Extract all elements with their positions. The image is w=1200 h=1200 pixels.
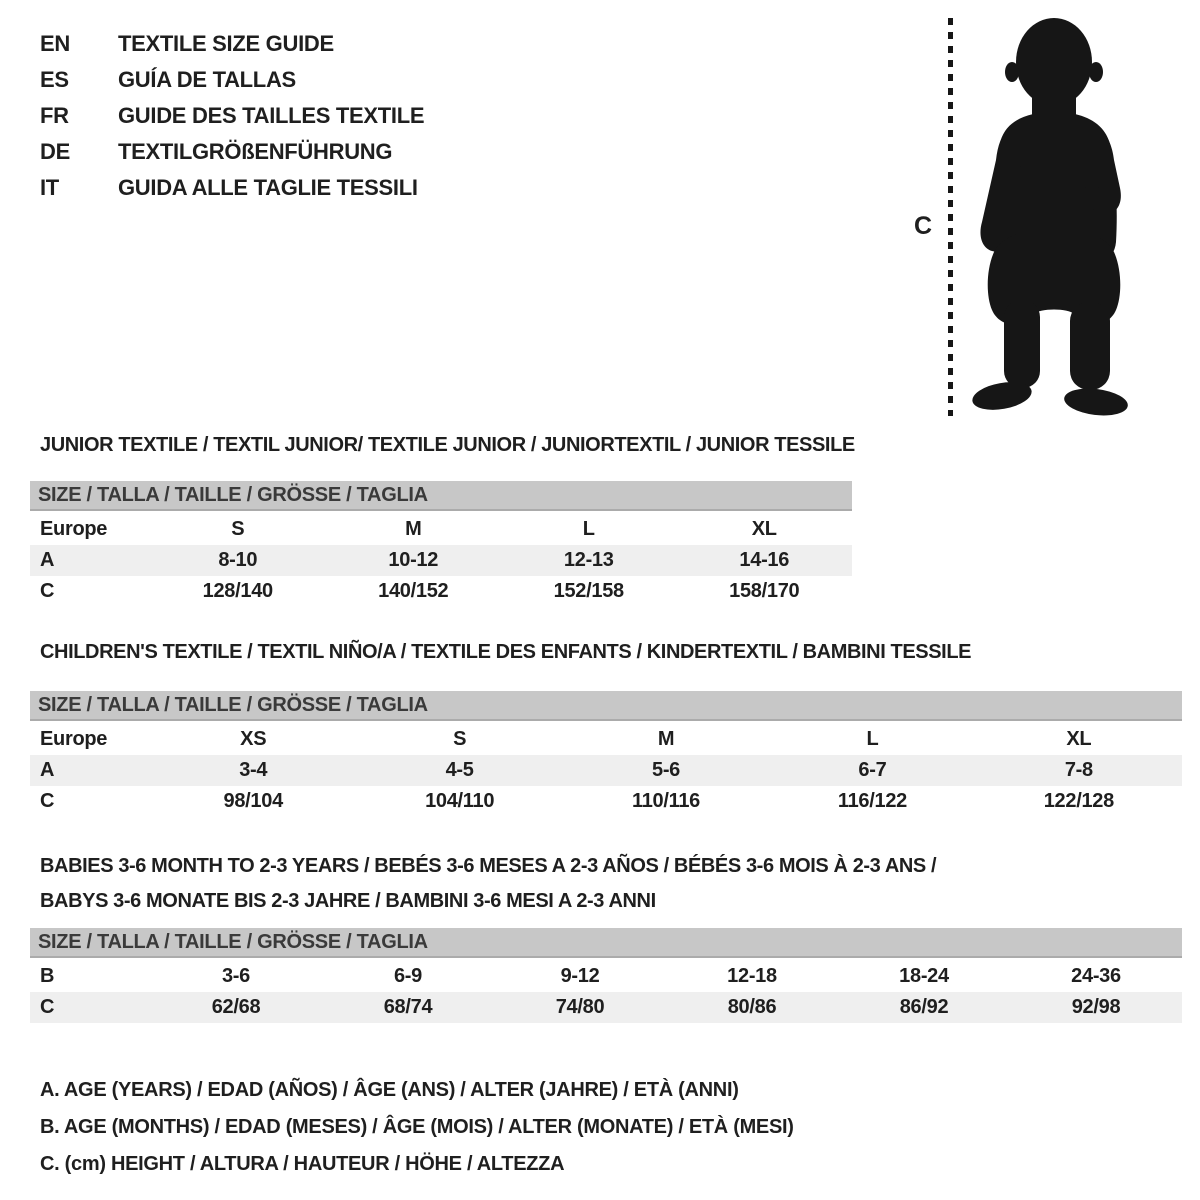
table-cell: M [657, 728, 675, 750]
table-cell: 5-6 [652, 759, 681, 781]
row-label: C [40, 790, 55, 812]
table-cell: 10-12 [388, 549, 439, 571]
table-cell: 4-5 [445, 759, 474, 781]
table-cell: 140/152 [378, 580, 449, 602]
table-cell: 158/170 [729, 580, 800, 602]
language-title: TEXTILE SIZE GUIDE [118, 31, 334, 56]
size-header-bar: SIZE / TALLA / TAILLE / GRÖSSE / TAGLIA [30, 928, 1182, 958]
language-row [40, 26, 424, 62]
legend-line: B. AGE (MONTHS) / EDAD (MESES) / ÂGE (MOIS) / ALTER (MONATE) / ETÀ (MESI) [40, 1116, 794, 1138]
language-row [40, 170, 424, 206]
language-code: ES [40, 67, 69, 92]
table-cell: 9-12 [560, 965, 600, 987]
legend [40, 1072, 794, 1183]
table-cell: 7-8 [1064, 759, 1093, 781]
table-row [30, 961, 1182, 992]
table-cell: M [405, 518, 422, 540]
language-code: EN [40, 31, 70, 56]
section-junior-textile [30, 433, 855, 602]
row-label: C [40, 580, 55, 602]
table-cell: 18-24 [899, 965, 949, 987]
table-cell: S [231, 518, 245, 540]
section-babies-textile [30, 849, 1182, 1018]
table-cell: 104/110 [425, 790, 495, 812]
table-cell: 122/128 [1043, 790, 1114, 812]
language-title: TEXTILGRÖßENFÜHRUNG [118, 139, 393, 164]
table-cell: 12-13 [563, 549, 614, 571]
table-cell: L [582, 518, 595, 540]
table-cell: 24-36 [1071, 965, 1121, 987]
row-label: A [40, 759, 55, 781]
table-row [30, 755, 1182, 786]
table-row [30, 514, 852, 545]
children-size-table [30, 691, 1182, 817]
table-cell: L [866, 728, 879, 750]
table-cell: 110/116 [632, 790, 701, 812]
table-cell: 80/86 [727, 996, 777, 1018]
language-list [40, 26, 424, 206]
table-cell: 6-7 [858, 759, 887, 781]
table-row [30, 724, 1182, 755]
babies-size-table [30, 928, 1182, 1023]
section-title: CHILDREN'S TEXTILE / TEXTIL NIÑO/A / TEXTILE DES ENFANTS / KINDERTEXTIL / BAMBINI TESSILE [40, 641, 972, 663]
table-cell: 14-16 [739, 549, 790, 571]
language-code: DE [40, 139, 70, 164]
table-row [30, 992, 1182, 1023]
language-row [40, 62, 424, 98]
table-row [30, 786, 1182, 817]
legend-line: C. (cm) HEIGHT / ALTURA / HAUTEUR / HÖHE / ALTEZZA [40, 1153, 565, 1175]
table-cell: 74/80 [555, 996, 605, 1018]
table-cell: 98/104 [223, 790, 283, 812]
table-cell: 116/122 [837, 790, 907, 812]
size-header-bar: SIZE / TALLA / TAILLE / GRÖSSE / TAGLIA [30, 691, 1182, 721]
section-title-line2: BABYS 3-6 MONATE BIS 2-3 JAHRE / BAMBINI 3-6 MESI A 2-3 ANNI [40, 890, 656, 912]
table-row [30, 576, 852, 607]
row-label: C [40, 996, 55, 1018]
language-row [40, 134, 424, 170]
table-cell: 92/98 [1071, 996, 1121, 1018]
section-children-textile [30, 640, 1182, 812]
table-cell: 68/74 [383, 996, 433, 1018]
language-code: IT [40, 175, 59, 200]
section-title: JUNIOR TEXTILE / TEXTIL JUNIOR/ TEXTILE JUNIOR / JUNIORTEXTIL / JUNIOR TESSILE [40, 434, 855, 456]
language-title: GUIDA ALLE TAGLIE TESSILI [118, 175, 418, 200]
language-title: GUÍA DE TALLAS [118, 67, 296, 92]
junior-size-table [30, 481, 852, 607]
table-cell: XL [751, 518, 777, 540]
table-cell: 128/140 [202, 580, 273, 602]
table-cell: 3-6 [221, 965, 250, 987]
table-row [30, 545, 852, 576]
table-cell: 6-9 [393, 965, 422, 987]
toddler-silhouette-icon [970, 12, 1138, 418]
height-measure-dashed-line [948, 18, 953, 416]
table-cell: 62/68 [211, 996, 261, 1018]
table-cell: S [453, 728, 467, 750]
table-cell: 86/92 [899, 996, 949, 1018]
section-title: BABIES 3-6 MONTH TO 2-3 YEARS / BEBÉS 3-6 MESES A 2-3 AÑOS / BÉBÉS 3-6 MOIS À 2-3 ANS / [40, 855, 937, 877]
row-label: Europe [40, 518, 108, 540]
table-cell: XS [240, 728, 267, 750]
row-label: B [40, 965, 55, 987]
table-cell: 12-18 [727, 965, 777, 987]
language-code: FR [40, 103, 69, 128]
size-header-bar: SIZE / TALLA / TAILLE / GRÖSSE / TAGLIA [30, 481, 852, 511]
table-cell: 152/158 [553, 580, 624, 602]
language-row [40, 98, 424, 134]
height-measure-label: C [914, 212, 932, 240]
legend-line: A. AGE (YEARS) / EDAD (AÑOS) / ÂGE (ANS) / ALTER (JAHRE) / ETÀ (ANNI) [40, 1079, 739, 1101]
table-cell: 8-10 [218, 549, 258, 571]
row-label: A [40, 549, 55, 571]
table-cell: 3-4 [239, 759, 268, 781]
row-label: Europe [40, 728, 108, 750]
language-title: GUIDE DES TAILLES TEXTILE [118, 103, 425, 128]
table-cell: XL [1066, 728, 1092, 750]
